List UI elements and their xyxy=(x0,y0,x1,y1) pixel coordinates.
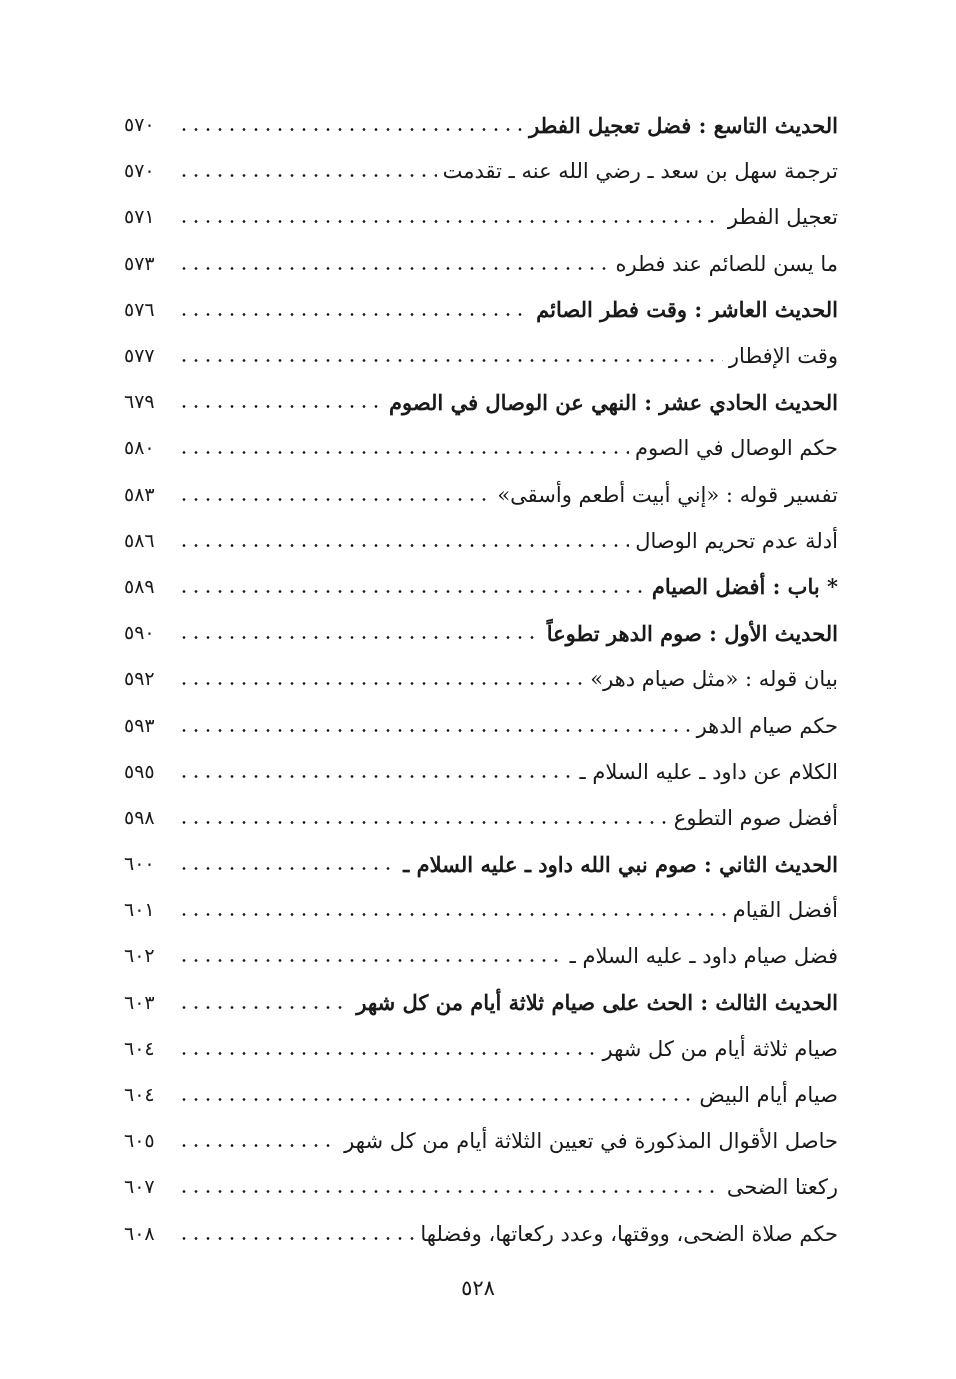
toc-entry-page: ٦٠٤ xyxy=(124,1084,155,1107)
dot-leader xyxy=(178,853,397,875)
toc-entry-page: ٥٩٣ xyxy=(124,714,155,737)
toc-entry xyxy=(124,933,838,979)
toc-entry xyxy=(124,1164,838,1210)
toc-entry-title: الحديث الثاني : صوم نبي الله داود ـ عليه السلام ـ xyxy=(403,851,838,877)
toc-entry-title: الحديث العاشر : وقت فطر الصائم xyxy=(536,297,838,323)
toc-entry-page: ٥٩٨ xyxy=(124,806,155,829)
toc-entry-page: ٥٧٣ xyxy=(124,252,155,275)
toc-entry xyxy=(124,1072,838,1118)
toc-entry-page: ٦٧٩ xyxy=(124,391,155,414)
toc-entry-title: الكلام عن داود ـ عليه السلام ـ xyxy=(579,759,838,784)
dot-leader xyxy=(178,345,723,367)
toc-entry xyxy=(124,287,838,333)
dot-leader xyxy=(178,668,584,690)
toc-entry xyxy=(124,702,838,748)
dot-leader xyxy=(178,1176,721,1198)
toc-entry xyxy=(124,1118,838,1164)
dot-leader xyxy=(178,530,629,552)
toc-entry-title: صيام أيام البيض xyxy=(699,1083,838,1108)
toc-entry xyxy=(124,379,838,425)
toc-entry-page: ٦٠٤ xyxy=(124,1037,155,1060)
toc-entry-page: ٥٧٧ xyxy=(124,345,155,368)
toc-entry xyxy=(124,656,838,702)
dot-leader xyxy=(178,484,491,506)
toc-entry-page: ٥٧٠ xyxy=(124,160,155,183)
toc-entry-title: حكم صيام الدهر xyxy=(696,713,838,738)
dot-leader xyxy=(178,114,523,136)
toc-entry-title: * باب : أفضل الصيام xyxy=(651,574,838,600)
toc-entry xyxy=(124,1026,838,1072)
toc-entry-title: حكم الوصال في الصوم xyxy=(635,436,838,461)
toc-entry-page: ٦٠٢ xyxy=(124,945,155,968)
toc-entry-page: ٥٨٩ xyxy=(124,575,155,598)
dot-leader xyxy=(178,715,691,737)
toc-entry-title: ترجمة سهل بن سعد ـ رضي الله عنه ـ تقدمت xyxy=(442,159,838,184)
dot-leader xyxy=(178,1130,338,1152)
dot-leader xyxy=(178,1084,693,1106)
toc-entry xyxy=(124,887,838,933)
toc-entry-title: حكم صلاة الضحى، ووقتها، وعدد ركعاتها، وفضلها xyxy=(420,1221,838,1246)
toc-entry xyxy=(124,1211,838,1257)
dot-leader xyxy=(178,206,722,228)
toc-entry-title: بيان قوله : «مثل صيام دهر» xyxy=(590,667,838,692)
dot-leader xyxy=(178,576,646,598)
dot-leader xyxy=(178,622,541,644)
toc-entry xyxy=(124,102,838,148)
dot-leader xyxy=(178,945,564,967)
toc-entry-page: ٦٠٠ xyxy=(124,853,155,876)
dot-leader xyxy=(178,253,610,275)
toc-entry-title: أفضل صوم التطوع xyxy=(673,805,838,830)
toc-entry-title: الحديث الثالث : الحث على صيام ثلاثة أيام من كل شهر xyxy=(356,990,838,1016)
toc-entry-page: ٥٩٥ xyxy=(124,760,155,783)
toc-entry-title: الحديث الأول : صوم الدهر تطوعاً xyxy=(546,620,838,646)
dot-leader xyxy=(178,437,629,459)
toc-entry-title: تفسير قوله : «إني أبيت أطعم وأسقى» xyxy=(497,482,838,507)
toc-entry-title: فضل صيام داود ـ عليه السلام ـ xyxy=(569,944,838,969)
toc-entry-title: الحديث الحادي عشر : النهي عن الوصال في الصوم xyxy=(388,389,838,415)
toc-entry xyxy=(124,472,838,518)
toc-entry-title: تعجيل الفطر xyxy=(727,205,838,230)
toc-entry-title: حاصل الأقوال المذكورة في تعيين الثلاثة أيام من كل شهر xyxy=(344,1129,838,1154)
toc-entry-page: ٦٠٣ xyxy=(124,991,155,1014)
toc-entry-title: ركعتا الضحى xyxy=(726,1175,838,1200)
toc-entry xyxy=(124,564,838,610)
dot-leader xyxy=(178,299,530,321)
toc-entry xyxy=(124,241,838,287)
toc-entry-page: ٥٨٣ xyxy=(124,483,155,506)
toc-entry xyxy=(124,148,838,194)
dot-leader xyxy=(178,992,350,1014)
toc-entry-page: ٥٩٢ xyxy=(124,668,155,691)
toc-entry-title: ما يسن للصائم عند فطره xyxy=(615,251,838,276)
toc-entry-page: ٦٠٧ xyxy=(124,1176,155,1199)
table-of-contents xyxy=(124,102,838,1257)
toc-entry-title: أفضل القيام xyxy=(732,898,838,923)
toc-entry-page: ٥٧١ xyxy=(124,206,155,229)
dot-leader xyxy=(178,1223,414,1245)
toc-entry-title: أدلة عدم تحريم الوصال xyxy=(635,528,838,553)
toc-entry-page: ٥٧٠ xyxy=(124,114,155,137)
toc-entry xyxy=(124,518,838,564)
toc-entry-page: ٥٧٦ xyxy=(124,298,155,321)
toc-entry xyxy=(124,749,838,795)
toc-entry xyxy=(124,333,838,379)
page-number: ٥٢٨ xyxy=(461,1276,495,1300)
toc-entry-page: ٦٠١ xyxy=(124,899,155,922)
dot-leader xyxy=(178,391,383,413)
toc-entry xyxy=(124,194,838,240)
toc-entry xyxy=(124,980,838,1026)
dot-leader xyxy=(178,160,437,182)
toc-entry-page: ٦٠٨ xyxy=(124,1222,155,1245)
toc-entry-page: ٥٨٠ xyxy=(124,437,155,460)
toc-entry-page: ٦٠٥ xyxy=(124,1130,155,1153)
toc-entry-title: وقت الإفطار xyxy=(728,344,838,369)
toc-entry xyxy=(124,610,838,656)
dot-leader xyxy=(178,807,668,829)
dot-leader xyxy=(178,899,727,921)
dot-leader xyxy=(178,761,574,783)
toc-entry-page: ٥٨٦ xyxy=(124,529,155,552)
toc-entry xyxy=(124,425,838,471)
toc-entry xyxy=(124,795,838,841)
toc-entry-page: ٥٩٠ xyxy=(124,622,155,645)
dot-leader xyxy=(178,1038,596,1060)
toc-entry-title: الحديث التاسع : فضل تعجيل الفطر xyxy=(529,112,838,138)
toc-entry-title: صيام ثلاثة أيام من كل شهر xyxy=(602,1036,838,1061)
toc-entry xyxy=(124,841,838,887)
